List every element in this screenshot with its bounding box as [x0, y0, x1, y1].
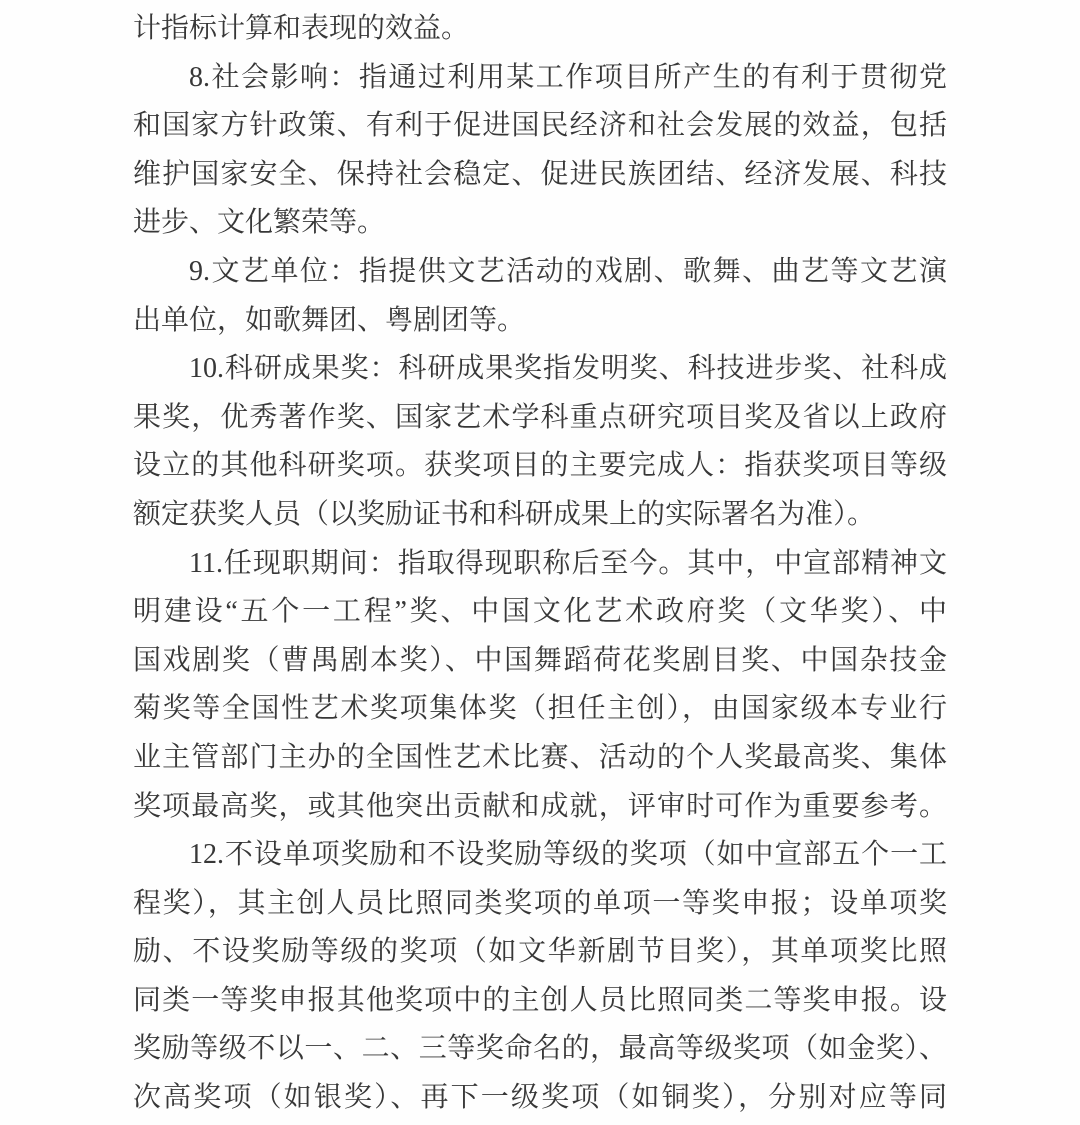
text-line: 国戏剧奖（曹禺剧本奖）、中国舞蹈荷花奖剧目奖、中国杂技金	[133, 644, 947, 676]
text-line: 维护国家安全、保持社会稳定、促进民族团结、经济发展、科技	[133, 158, 947, 190]
text-line: 明建设“五个一工程”奖、中国文化艺术政府奖（文华奖）、中	[133, 596, 947, 628]
text-block	[133, 5, 947, 1123]
text-line: 和国家方针政策、有利于促进国民经济和社会发展的效益，包括	[133, 110, 947, 142]
text-line: 次高奖项（如银奖）、再下一级奖项（如铜奖），分别对应等同	[133, 1082, 947, 1114]
text-line: 8.社会影响：指通过利用某工作项目所产生的有利于贯彻党	[189, 61, 947, 93]
text-line: 11.任现职期间：指取得现职称后至今。其中，中宣部精神文	[189, 547, 947, 579]
text-line: 果奖，优秀著作奖、国家艺术学科重点研究项目奖及省以上政府	[133, 401, 947, 433]
text-line: 出单位，如歌舞团、粤剧团等。	[133, 304, 526, 336]
text-line: 9.文艺单位：指提供文艺活动的戏剧、歌舞、曲艺等文艺演	[189, 255, 947, 287]
text-line: 设立的其他科研奖项。获奖项目的主要完成人：指获奖项目等级	[133, 450, 947, 482]
text-line: 计指标计算和表现的效益。	[133, 13, 470, 44]
text-line: 奖项最高奖，或其他突出贡献和成就，评审时可作为重要参考。	[133, 790, 947, 822]
text-line: 菊奖等全国性艺术奖项集体奖（担任主创），由国家级本专业行	[133, 693, 947, 725]
text-line: 10.科研成果奖：科研成果奖指发明奖、科技进步奖、社科成	[189, 353, 947, 385]
text-line: 业主管部门主办的全国性艺术比赛、活动的个人奖最高奖、集体	[133, 741, 947, 773]
text-line: 进步、文化繁荣等。	[133, 207, 386, 239]
text-line: 奖励等级不以一、二、三等奖命名的，最高等级奖项（如金奖）、	[133, 1033, 947, 1065]
text-line: 额定获奖人员（以奖励证书和科研成果上的实际署名为准）。	[133, 498, 876, 530]
text-line: 励、不设奖励等级的奖项（如文华新剧节目奖），其单项奖比照	[133, 936, 947, 968]
text-line: 程奖），其主创人员比照同类奖项的单项一等奖申报；设单项奖	[133, 887, 947, 919]
text-line: 同类一等奖申报其他奖项中的主创人员比照同类二等奖申报。设	[133, 984, 947, 1016]
text-line: 12.不设单项奖励和不设奖励等级的奖项（如中宣部五个一工	[189, 839, 947, 871]
